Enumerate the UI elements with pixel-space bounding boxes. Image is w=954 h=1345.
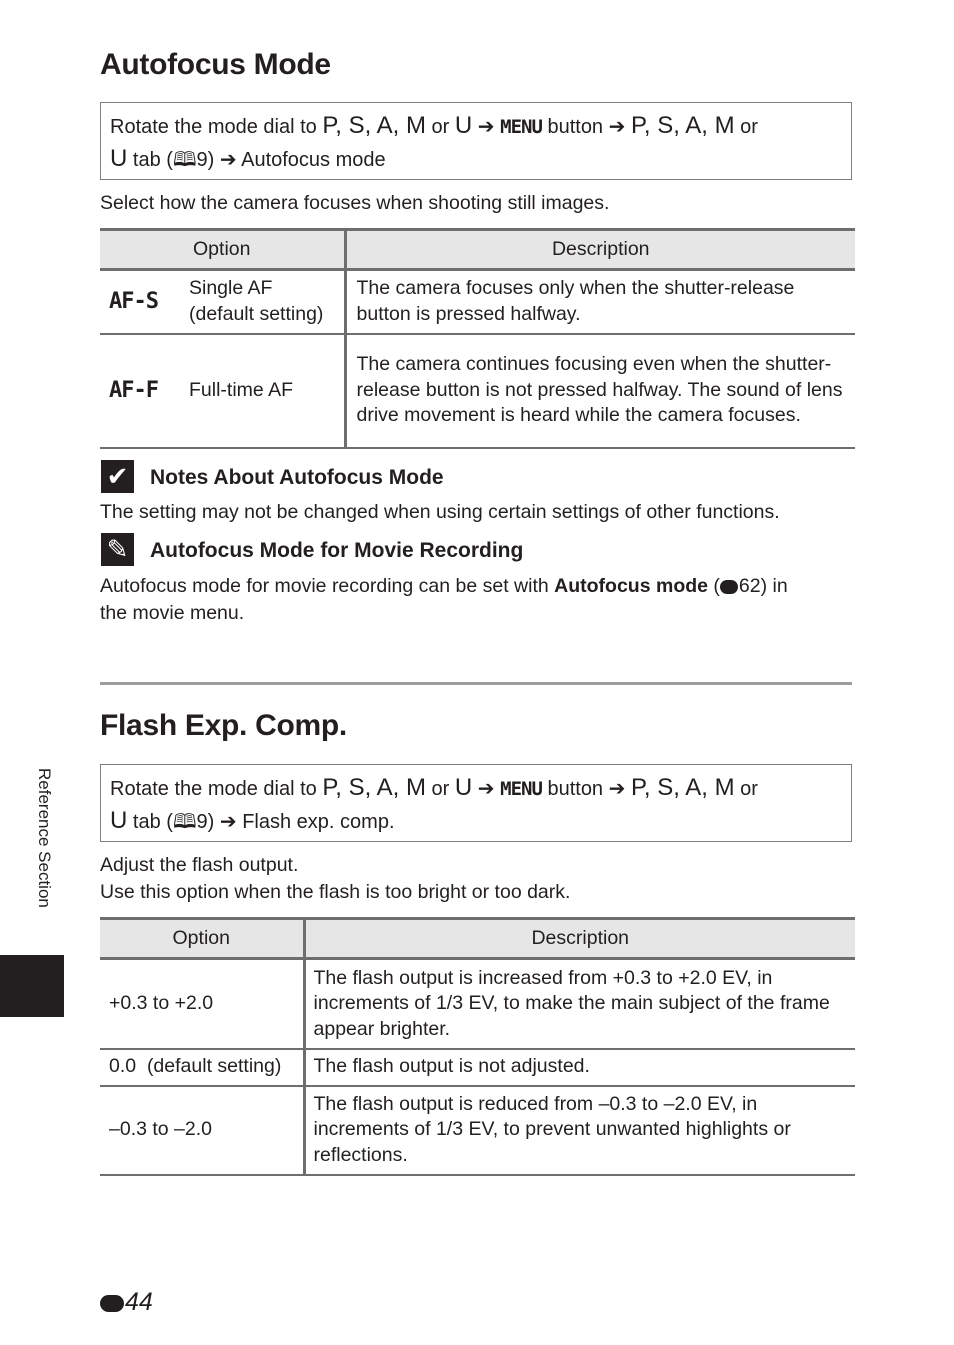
nav-ref-page: 9)	[196, 811, 215, 833]
nav-modes: P, S, A, M	[322, 112, 426, 139]
nav-u-mode: U	[454, 112, 473, 139]
note-paren: (	[713, 575, 720, 597]
option-description: The camera continues focusing even when the shutter-release button is not pressed halfway. The sound of lens drive movement is heard while the camera focuses.	[345, 334, 855, 448]
table-row	[100, 334, 855, 448]
intro-text: Select how the camera focuses when shooting still images.	[100, 192, 610, 214]
section-title-autofocus-mode: Autofocus Mode	[100, 48, 331, 81]
menu-path-box	[100, 764, 852, 842]
section-tab-marker	[0, 955, 64, 1017]
nav-ref-page: 9)	[196, 149, 215, 171]
af-f-icon: AF-F	[109, 377, 158, 403]
option-description: The flash output is reduced from –0.3 to –2.0 EV, in increments of 1/3 EV, to prevent unwanted highlights or reflections.	[304, 1086, 855, 1175]
arrow-icon: ➔	[477, 116, 495, 138]
arrow-icon: ➔	[608, 778, 626, 800]
nav-or: or	[431, 778, 450, 800]
nav-u-mode: U	[110, 807, 128, 834]
arrow-icon: ➔	[219, 149, 237, 171]
nav-prefix: Rotate the mode dial to	[110, 778, 317, 800]
arrow-icon: ➔	[608, 116, 626, 138]
nav-modes: P, S, A, M	[322, 774, 426, 801]
page-number	[100, 1288, 153, 1317]
nav-destination: Autofocus mode	[241, 149, 386, 171]
menu-path-box	[100, 102, 852, 180]
table-header-option: Option	[100, 230, 345, 270]
autofocus-options-table	[100, 228, 855, 449]
table-header-description: Description	[304, 919, 855, 959]
option-label: Full-time AF	[189, 378, 294, 401]
note-text: The setting may not be changed when using certain settings of other functions.	[100, 501, 780, 523]
intro-text: Use this option when the flash is too bright or too dark.	[100, 881, 571, 903]
nav-u-mode: U	[454, 774, 473, 801]
option-label-sub: (default setting)	[189, 302, 324, 325]
nav-modes: P, S, A, M	[630, 774, 735, 801]
nav-or: or	[740, 778, 758, 800]
section-divider	[100, 682, 852, 685]
book-icon: 🕮	[172, 149, 197, 171]
option-description: The camera focuses only when the shutter-release button is pressed halfway.	[345, 270, 855, 334]
option-description: The flash output is increased from +0.3 to +2.0 EV, in increments of 1/3 EV, to make the main subject of the frame appear brighter.	[304, 959, 855, 1049]
table-header-option: Option	[100, 919, 304, 959]
note-bold-ref: Autofocus mode	[554, 575, 708, 597]
nav-tab-ref: tab (	[132, 149, 173, 171]
note-text	[100, 573, 860, 627]
option-label: +0.3 to +2.0	[100, 959, 304, 1049]
arrow-icon: ➔	[219, 811, 237, 833]
nav-button-word: button	[547, 116, 604, 138]
pencil-icon: ✎	[101, 533, 134, 566]
nav-or: or	[431, 116, 450, 138]
flash-options-table	[100, 917, 855, 1176]
af-s-icon: AF-S	[109, 289, 158, 314]
note-text-part: the movie menu.	[100, 602, 245, 624]
nav-tab-ref: tab (	[132, 811, 173, 833]
note-text-part: Autofocus mode for movie recording can be set with	[100, 575, 549, 597]
note-ref: 62) in	[738, 575, 788, 597]
option-label: 0.0 (default setting)	[100, 1049, 304, 1086]
intro-text: Adjust the flash output.	[100, 854, 299, 876]
option-label: –0.3 to –2.0	[100, 1086, 304, 1175]
option-label: Single AF	[189, 277, 273, 300]
table-row	[100, 1086, 855, 1175]
side-section-label: Reference Section	[35, 768, 54, 908]
menu-button-icon: MENU	[500, 116, 542, 138]
table-row	[100, 959, 855, 1049]
book-icon: 🕮	[172, 811, 197, 833]
table-header-description: Description	[345, 230, 855, 270]
nav-button-word: button	[547, 778, 604, 800]
reference-section-icon	[100, 1295, 124, 1312]
note-title: Notes About Autofocus Mode	[150, 466, 444, 489]
nav-u-mode: U	[110, 145, 128, 172]
nav-prefix: Rotate the mode dial to	[110, 116, 317, 138]
page-number-value: 44	[125, 1288, 153, 1316]
arrow-icon: ➔	[477, 778, 495, 800]
nav-or: or	[740, 116, 758, 138]
check-icon: ✔	[101, 460, 134, 493]
nav-destination: Flash exp. comp.	[242, 811, 395, 833]
option-description: The flash output is not adjusted.	[304, 1049, 855, 1086]
note-title: Autofocus Mode for Movie Recording	[150, 539, 524, 562]
table-row	[100, 270, 855, 334]
nav-modes: P, S, A, M	[630, 112, 735, 139]
reference-section-icon	[720, 580, 738, 594]
menu-button-icon: MENU	[500, 778, 542, 800]
table-row	[100, 1049, 855, 1086]
section-title-flash-exp-comp: Flash Exp. Comp.	[100, 709, 347, 742]
